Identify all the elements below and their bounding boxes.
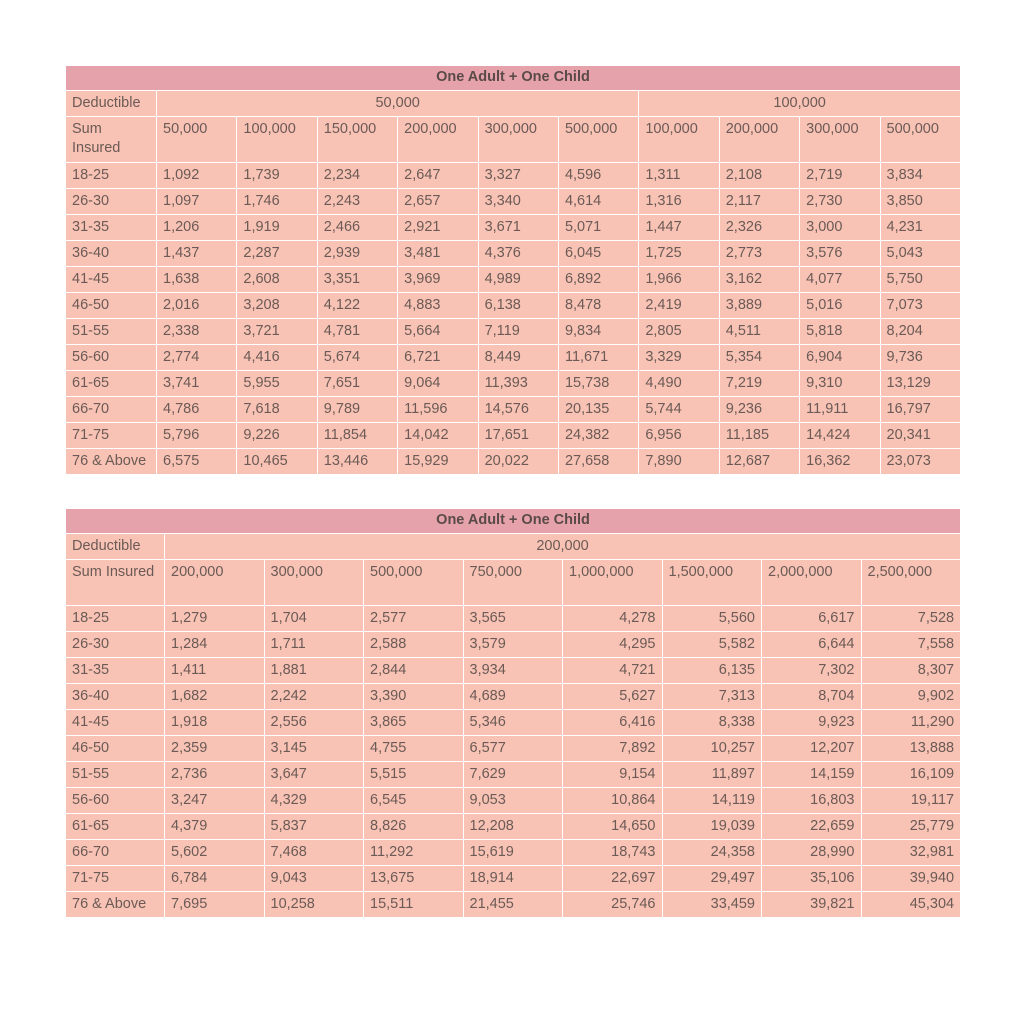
- premium-cell: 20,135: [558, 397, 638, 423]
- premium-cell: 3,340: [478, 189, 558, 215]
- table-row: [66, 840, 961, 866]
- premium-cell: 1,711: [264, 632, 364, 658]
- sum-insured-value: 200,000: [165, 560, 265, 606]
- premium-cell: 8,478: [558, 293, 638, 319]
- premium-cell: 11,185: [719, 423, 799, 449]
- premium-cell: 5,750: [880, 267, 960, 293]
- sum-insured-row: [66, 117, 961, 163]
- premium-cell: 7,302: [762, 658, 862, 684]
- premium-cell: 7,119: [478, 319, 558, 345]
- sum-insured-value: 2,500,000: [861, 560, 961, 606]
- premium-cell: 8,704: [762, 684, 862, 710]
- premium-cell: 14,424: [800, 423, 880, 449]
- premium-cell: 5,674: [317, 345, 397, 371]
- premium-cell: 6,617: [762, 606, 862, 632]
- premium-cell: 14,576: [478, 397, 558, 423]
- premium-cell: 35,106: [762, 866, 862, 892]
- premium-cell: 3,969: [398, 267, 478, 293]
- premium-cell: 6,416: [563, 710, 663, 736]
- premium-cell: 7,618: [237, 397, 317, 423]
- premium-cell: 1,704: [264, 606, 364, 632]
- premium-cell: 5,744: [639, 397, 719, 423]
- premium-cell: 9,736: [880, 345, 960, 371]
- age-band: 36-40: [66, 684, 165, 710]
- premium-cell: 3,565: [463, 606, 563, 632]
- age-band: 36-40: [66, 241, 157, 267]
- age-band: 76 & Above: [66, 449, 157, 475]
- premium-cell: 2,657: [398, 189, 478, 215]
- premium-cell: 2,939: [317, 241, 397, 267]
- premium-cell: 1,682: [165, 684, 265, 710]
- premium-cell: 4,329: [264, 788, 364, 814]
- age-band: 18-25: [66, 163, 157, 189]
- sum-insured-value: 500,000: [558, 117, 638, 163]
- premium-cell: 9,043: [264, 866, 364, 892]
- premium-cell: 25,779: [861, 814, 961, 840]
- premium-cell: 22,659: [762, 814, 862, 840]
- premium-cell: 11,290: [861, 710, 961, 736]
- premium-cell: 4,883: [398, 293, 478, 319]
- age-band: 31-35: [66, 658, 165, 684]
- premium-cell: 9,902: [861, 684, 961, 710]
- premium-cell: 6,577: [463, 736, 563, 762]
- premium-cell: 9,226: [237, 423, 317, 449]
- sum-insured-value: 200,000: [719, 117, 799, 163]
- premium-cell: 7,528: [861, 606, 961, 632]
- premium-cell: 1,411: [165, 658, 265, 684]
- sum-insured-value: 2,000,000: [762, 560, 862, 606]
- premium-cell: 6,644: [762, 632, 862, 658]
- sum-insured-value: 50,000: [157, 117, 237, 163]
- premium-cell: 7,219: [719, 371, 799, 397]
- premium-cell: 2,338: [157, 319, 237, 345]
- premium-cell: 4,295: [563, 632, 663, 658]
- age-band: 41-45: [66, 710, 165, 736]
- premium-cell: 18,914: [463, 866, 563, 892]
- table-row: [66, 397, 961, 423]
- premium-cell: 3,208: [237, 293, 317, 319]
- premium-cell: 5,043: [880, 241, 960, 267]
- premium-cell: 39,940: [861, 866, 961, 892]
- premium-cell: 4,077: [800, 267, 880, 293]
- premium-cell: 4,786: [157, 397, 237, 423]
- premium-cell: 23,073: [880, 449, 960, 475]
- premium-cell: 7,313: [662, 684, 762, 710]
- premium-cell: 9,154: [563, 762, 663, 788]
- premium-cell: 1,746: [237, 189, 317, 215]
- age-band: 46-50: [66, 293, 157, 319]
- premium-cell: 7,892: [563, 736, 663, 762]
- premium-cell: 3,934: [463, 658, 563, 684]
- premium-cell: 11,911: [800, 397, 880, 423]
- table-row: [66, 892, 961, 918]
- premium-cell: 3,741: [157, 371, 237, 397]
- premium-cell: 5,582: [662, 632, 762, 658]
- deductible-value: 50,000: [157, 91, 639, 117]
- premium-cell: 9,789: [317, 397, 397, 423]
- premium-cell: 14,650: [563, 814, 663, 840]
- premium-cell: 10,258: [264, 892, 364, 918]
- table-row: [66, 189, 961, 215]
- premium-cell: 15,738: [558, 371, 638, 397]
- sum-insured-value: 1,000,000: [563, 560, 663, 606]
- premium-cell: 9,053: [463, 788, 563, 814]
- premium-cell: 5,560: [662, 606, 762, 632]
- premium-cell: 3,162: [719, 267, 799, 293]
- premium-cell: 1,279: [165, 606, 265, 632]
- premium-cell: 8,826: [364, 814, 464, 840]
- sum-insured-value: 300,000: [478, 117, 558, 163]
- premium-cell: 1,097: [157, 189, 237, 215]
- premium-cell: 1,092: [157, 163, 237, 189]
- premium-cell: 5,818: [800, 319, 880, 345]
- premium-cell: 10,465: [237, 449, 317, 475]
- premium-cell: 2,419: [639, 293, 719, 319]
- premium-cell: 1,284: [165, 632, 265, 658]
- table-row: [66, 163, 961, 189]
- premium-cell: 13,446: [317, 449, 397, 475]
- age-band: 66-70: [66, 397, 157, 423]
- table-row: [66, 606, 961, 632]
- premium-cell: 2,773: [719, 241, 799, 267]
- premium-cell: 1,725: [639, 241, 719, 267]
- premium-cell: 5,796: [157, 423, 237, 449]
- premium-cell: 6,956: [639, 423, 719, 449]
- premium-cell: 28,990: [762, 840, 862, 866]
- premium-cell: 12,207: [762, 736, 862, 762]
- premium-cell: 45,304: [861, 892, 961, 918]
- premium-cell: 2,243: [317, 189, 397, 215]
- premium-cell: 6,721: [398, 345, 478, 371]
- premium-cell: 1,739: [237, 163, 317, 189]
- premium-cell: 2,556: [264, 710, 364, 736]
- table-row: [66, 814, 961, 840]
- premium-cell: 9,310: [800, 371, 880, 397]
- table-title: One Adult + One Child: [66, 509, 961, 534]
- age-band: 41-45: [66, 267, 157, 293]
- premium-cell: 2,608: [237, 267, 317, 293]
- sum-insured-label: Sum Insured: [66, 117, 157, 163]
- premium-cell: 2,242: [264, 684, 364, 710]
- premium-cell: 9,834: [558, 319, 638, 345]
- premium-cell: 39,821: [762, 892, 862, 918]
- table-row: [66, 449, 961, 475]
- age-band: 61-65: [66, 371, 157, 397]
- premium-cell: 1,918: [165, 710, 265, 736]
- sum-insured-value: 500,000: [364, 560, 464, 606]
- premium-cell: 4,721: [563, 658, 663, 684]
- premium-cell: 19,117: [861, 788, 961, 814]
- premium-cell: 3,865: [364, 710, 464, 736]
- sum-insured-value: 750,000: [463, 560, 563, 606]
- sum-insured-value: 150,000: [317, 117, 397, 163]
- table-row: [66, 293, 961, 319]
- table-row: [66, 684, 961, 710]
- premium-cell: 4,989: [478, 267, 558, 293]
- premium-cell: 4,511: [719, 319, 799, 345]
- premium-cell: 2,730: [800, 189, 880, 215]
- premium-cell: 4,689: [463, 684, 563, 710]
- table-title: One Adult + One Child: [66, 66, 961, 91]
- premium-cell: 2,117: [719, 189, 799, 215]
- premium-cell: 3,481: [398, 241, 478, 267]
- premium-cell: 4,278: [563, 606, 663, 632]
- premium-cell: 11,854: [317, 423, 397, 449]
- premium-cell: 6,904: [800, 345, 880, 371]
- table-row: [66, 319, 961, 345]
- premium-cell: 2,287: [237, 241, 317, 267]
- premium-cell: 3,647: [264, 762, 364, 788]
- premium-cell: 2,719: [800, 163, 880, 189]
- table-row: [66, 423, 961, 449]
- premium-cell: 3,671: [478, 215, 558, 241]
- premium-cell: 16,797: [880, 397, 960, 423]
- premium-cell: 5,837: [264, 814, 364, 840]
- premium-cell: 16,109: [861, 762, 961, 788]
- premium-cell: 9,236: [719, 397, 799, 423]
- premium-cell: 6,045: [558, 241, 638, 267]
- premium-cell: 10,257: [662, 736, 762, 762]
- age-band: 26-30: [66, 632, 165, 658]
- premium-cell: 13,675: [364, 866, 464, 892]
- premium-cell: 3,850: [880, 189, 960, 215]
- table-row: [66, 762, 961, 788]
- premium-cell: 1,206: [157, 215, 237, 241]
- premium-cell: 5,071: [558, 215, 638, 241]
- deductible-row: [66, 534, 961, 560]
- sum-insured-value: 1,500,000: [662, 560, 762, 606]
- premium-cell: 13,129: [880, 371, 960, 397]
- premium-cell: 2,326: [719, 215, 799, 241]
- premium-cell: 12,687: [719, 449, 799, 475]
- deductible-label: Deductible: [66, 534, 165, 560]
- premium-cell: 16,362: [800, 449, 880, 475]
- premium-cell: 5,664: [398, 319, 478, 345]
- premium-cell: 7,890: [639, 449, 719, 475]
- premium-cell: 15,929: [398, 449, 478, 475]
- premium-table-2: [65, 508, 961, 918]
- premium-cell: 12,208: [463, 814, 563, 840]
- table-title-row: [66, 509, 961, 534]
- premium-cell: 11,897: [662, 762, 762, 788]
- table-row: [66, 267, 961, 293]
- table-row: [66, 736, 961, 762]
- premium-cell: 1,447: [639, 215, 719, 241]
- premium-cell: 3,145: [264, 736, 364, 762]
- premium-cell: 5,602: [165, 840, 265, 866]
- table-title-row: [66, 66, 961, 91]
- premium-cell: 4,416: [237, 345, 317, 371]
- premium-cell: 24,358: [662, 840, 762, 866]
- premium-cell: 15,619: [463, 840, 563, 866]
- premium-cell: 14,119: [662, 788, 762, 814]
- premium-cell: 8,338: [662, 710, 762, 736]
- age-band: 18-25: [66, 606, 165, 632]
- premium-cell: 4,490: [639, 371, 719, 397]
- premium-cell: 4,379: [165, 814, 265, 840]
- premium-cell: 22,697: [563, 866, 663, 892]
- premium-cell: 2,805: [639, 319, 719, 345]
- premium-cell: 6,545: [364, 788, 464, 814]
- premium-cell: 2,108: [719, 163, 799, 189]
- premium-cell: 17,651: [478, 423, 558, 449]
- premium-cell: 5,515: [364, 762, 464, 788]
- premium-cell: 29,497: [662, 866, 762, 892]
- premium-cell: 4,781: [317, 319, 397, 345]
- premium-cell: 33,459: [662, 892, 762, 918]
- premium-cell: 3,247: [165, 788, 265, 814]
- premium-cell: 19,039: [662, 814, 762, 840]
- premium-cell: 2,359: [165, 736, 265, 762]
- premium-cell: 5,346: [463, 710, 563, 736]
- premium-cell: 2,234: [317, 163, 397, 189]
- age-band: 76 & Above: [66, 892, 165, 918]
- premium-cell: 4,376: [478, 241, 558, 267]
- premium-cell: 2,921: [398, 215, 478, 241]
- premium-cell: 3,579: [463, 632, 563, 658]
- premium-cell: 7,468: [264, 840, 364, 866]
- premium-cell: 3,329: [639, 345, 719, 371]
- premium-cell: 18,743: [563, 840, 663, 866]
- premium-cell: 7,651: [317, 371, 397, 397]
- sum-insured-value: 500,000: [880, 117, 960, 163]
- premium-cell: 11,596: [398, 397, 478, 423]
- premium-cell: 20,341: [880, 423, 960, 449]
- sum-insured-value: 200,000: [398, 117, 478, 163]
- premium-cell: 7,073: [880, 293, 960, 319]
- premium-cell: 10,864: [563, 788, 663, 814]
- age-band: 26-30: [66, 189, 157, 215]
- sum-insured-value: 100,000: [237, 117, 317, 163]
- premium-cell: 25,746: [563, 892, 663, 918]
- premium-cell: 1,437: [157, 241, 237, 267]
- premium-cell: 21,455: [463, 892, 563, 918]
- premium-cell: 4,122: [317, 293, 397, 319]
- premium-cell: 5,627: [563, 684, 663, 710]
- premium-cell: 1,966: [639, 267, 719, 293]
- premium-cell: 4,596: [558, 163, 638, 189]
- premium-cell: 7,695: [165, 892, 265, 918]
- deductible-value: 200,000: [165, 534, 961, 560]
- premium-cell: 5,354: [719, 345, 799, 371]
- age-band: 61-65: [66, 814, 165, 840]
- premium-cell: 7,629: [463, 762, 563, 788]
- premium-cell: 1,881: [264, 658, 364, 684]
- premium-cell: 16,803: [762, 788, 862, 814]
- sum-insured-value: 100,000: [639, 117, 719, 163]
- table-row: [66, 788, 961, 814]
- age-band: 31-35: [66, 215, 157, 241]
- deductible-label: Deductible: [66, 91, 157, 117]
- premium-table-1: [65, 65, 961, 475]
- age-band: 46-50: [66, 736, 165, 762]
- premium-cell: 11,292: [364, 840, 464, 866]
- premium-cell: 9,064: [398, 371, 478, 397]
- table-row: [66, 710, 961, 736]
- premium-cell: 20,022: [478, 449, 558, 475]
- sum-insured-value: 300,000: [800, 117, 880, 163]
- table-row: [66, 241, 961, 267]
- premium-cell: 3,351: [317, 267, 397, 293]
- premium-cell: 2,844: [364, 658, 464, 684]
- premium-cell: 9,923: [762, 710, 862, 736]
- premium-cell: 14,159: [762, 762, 862, 788]
- premium-cell: 7,558: [861, 632, 961, 658]
- premium-cell: 4,755: [364, 736, 464, 762]
- premium-cell: 3,000: [800, 215, 880, 241]
- table-row: [66, 632, 961, 658]
- premium-cell: 1,919: [237, 215, 317, 241]
- premium-cell: 2,647: [398, 163, 478, 189]
- sum-insured-value: 300,000: [264, 560, 364, 606]
- premium-cell: 3,889: [719, 293, 799, 319]
- premium-cell: 27,658: [558, 449, 638, 475]
- premium-cell: 1,316: [639, 189, 719, 215]
- premium-cell: 4,614: [558, 189, 638, 215]
- premium-cell: 6,892: [558, 267, 638, 293]
- premium-cell: 3,721: [237, 319, 317, 345]
- premium-cell: 1,311: [639, 163, 719, 189]
- premium-cell: 2,016: [157, 293, 237, 319]
- premium-cell: 2,774: [157, 345, 237, 371]
- premium-cell: 8,307: [861, 658, 961, 684]
- table-row: [66, 866, 961, 892]
- premium-cell: 6,138: [478, 293, 558, 319]
- age-band: 71-75: [66, 423, 157, 449]
- premium-cell: 6,135: [662, 658, 762, 684]
- age-band: 56-60: [66, 788, 165, 814]
- premium-cell: 4,231: [880, 215, 960, 241]
- premium-cell: 15,511: [364, 892, 464, 918]
- premium-cell: 8,204: [880, 319, 960, 345]
- premium-cell: 14,042: [398, 423, 478, 449]
- premium-cell: 3,390: [364, 684, 464, 710]
- age-band: 56-60: [66, 345, 157, 371]
- premium-cell: 2,577: [364, 606, 464, 632]
- sum-insured-row: [66, 560, 961, 606]
- table-row: [66, 371, 961, 397]
- premium-cell: 5,016: [800, 293, 880, 319]
- premium-cell: 6,575: [157, 449, 237, 475]
- age-band: 71-75: [66, 866, 165, 892]
- premium-cell: 3,327: [478, 163, 558, 189]
- premium-cell: 11,393: [478, 371, 558, 397]
- table-row: [66, 658, 961, 684]
- premium-cell: 3,834: [880, 163, 960, 189]
- table-row: [66, 345, 961, 371]
- premium-cell: 8,449: [478, 345, 558, 371]
- premium-cell: 3,576: [800, 241, 880, 267]
- age-band: 51-55: [66, 319, 157, 345]
- premium-cell: 32,981: [861, 840, 961, 866]
- premium-cell: 24,382: [558, 423, 638, 449]
- premium-cell: 13,888: [861, 736, 961, 762]
- premium-cell: 2,588: [364, 632, 464, 658]
- age-band: 66-70: [66, 840, 165, 866]
- premium-cell: 2,736: [165, 762, 265, 788]
- table-row: [66, 215, 961, 241]
- premium-cell: 2,466: [317, 215, 397, 241]
- premium-cell: 5,955: [237, 371, 317, 397]
- age-band: 51-55: [66, 762, 165, 788]
- deductible-row: [66, 91, 961, 117]
- deductible-value: 100,000: [639, 91, 961, 117]
- premium-cell: 6,784: [165, 866, 265, 892]
- premium-cell: 1,638: [157, 267, 237, 293]
- premium-cell: 11,671: [558, 345, 638, 371]
- sum-insured-label: Sum Insured: [66, 560, 165, 606]
